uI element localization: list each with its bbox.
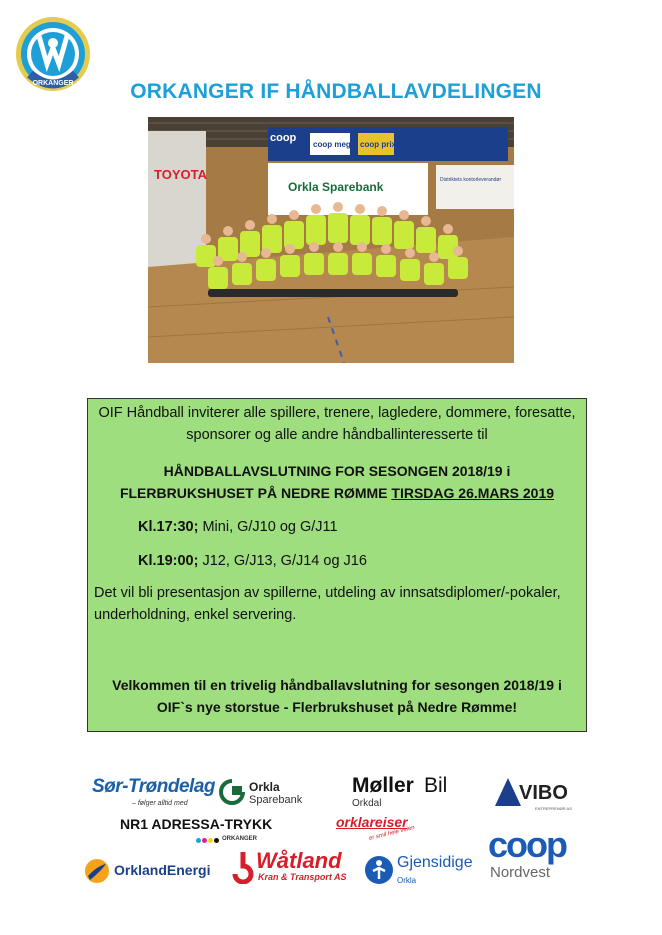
sponsor-orkland-energi — [84, 856, 224, 886]
vibo-sub: ENTREPRENØR AS — [535, 806, 572, 811]
nr1-dot-black — [214, 838, 219, 843]
welcome-message: Velkommen til en trivelig håndballavslutning for sesongen 2018/19 i OIF`s nye storstue - Flerbrukshuset på Nedre Rømme! — [112, 677, 562, 715]
sor-trondelag-name: Sør-Trøndelag — [92, 776, 215, 797]
sponsor-sor-trondelag — [92, 776, 215, 812]
moller-bil: Bil — [424, 774, 448, 797]
sponsor-gjensidige — [364, 852, 482, 888]
banner-orkla-sparebank: Orkla Sparebank — [288, 180, 384, 194]
banner-toyota: TOYOTA — [154, 167, 207, 182]
orkla-sparebank-sub: Sparebank — [249, 794, 303, 806]
time-slot-2 — [138, 550, 367, 572]
sponsor-moller-bil — [352, 774, 456, 810]
watland-sub: Kran & Transport AS — [258, 872, 347, 882]
orkland-energi-name: OrklandEnergi — [114, 862, 211, 878]
orklareiser-name: orklareiser — [336, 814, 408, 830]
page-title: ORKANGER IF HÅNDBALLAVDELINGEN — [130, 80, 542, 103]
banner-coop: coop — [270, 132, 297, 144]
sponsor-nr1-adressa — [120, 816, 280, 846]
vibo-triangle-icon — [495, 778, 521, 806]
nr1-dot-yellow — [208, 838, 213, 843]
gjensidige-sub: Orkla — [397, 876, 417, 885]
invitation-box — [87, 398, 587, 732]
invitation-intro: OIF Håndball inviterer alle spillere, trenere, lagledere, dommere, foresatte, sponsorer og alle andre håndballinteresserte til — [98, 405, 576, 443]
team-photo — [148, 117, 514, 363]
sor-trondelag-tagline: – følger alltid med — [132, 800, 188, 807]
event-venue: FLERBRUKSHUSET PÅ NEDRE RØMME — [119, 485, 392, 501]
orkla-sparebank-name: Orkla — [249, 780, 280, 794]
slot2-groups: J12, G/J13, G/J14 og J16 — [198, 553, 367, 569]
banner-kontor: Distriktets kontorleverandør — [440, 177, 502, 183]
slot1-time: Kl.17:30; — [138, 519, 199, 535]
moller-sub: Orkdal — [352, 798, 382, 809]
watland-hook-icon — [232, 850, 254, 884]
event-description: Det vil bli presentasjon av spillerne, utdeling av innsatsdiplomer/-pokaler, underholdning, enkel servering. — [94, 585, 561, 623]
logo-text: ORKANGER — [32, 80, 74, 87]
orkland-energi-icon — [84, 858, 110, 884]
time-slot-1 — [138, 516, 338, 538]
nr1-dots — [196, 838, 220, 843]
gjensidige-name: Gjensidige — [397, 854, 473, 871]
sponsor-coop — [488, 824, 584, 884]
orklareiser-tagline: er smil hele veien — [368, 824, 416, 842]
watland-name: Wåtland — [256, 848, 342, 873]
event-heading-line2 — [94, 482, 580, 504]
event-heading-line1: HÅNDBALLAVSLUTNING FOR SESONGEN 2018/19 i — [163, 463, 511, 479]
moller-name: Møller — [352, 774, 414, 797]
banner-coop-mega: coop mega — [313, 140, 356, 149]
orkla-sparebank-icon — [218, 778, 246, 806]
banner-coop-prix: coop prix — [360, 140, 397, 149]
sponsor-orklareiser — [336, 814, 436, 850]
coop-name: coop — [488, 824, 566, 865]
nr1-dot-cyan — [196, 838, 201, 843]
event-heading — [94, 460, 580, 504]
gjensidige-icon — [364, 854, 394, 886]
sponsor-vibo — [495, 778, 575, 812]
slot1-groups: Mini, G/J10 og G/J11 — [198, 519, 338, 535]
nr1-sub: ORKANGER — [222, 836, 258, 842]
coop-sub: Nordvest — [490, 864, 551, 881]
vibo-name: VIBO — [519, 782, 568, 804]
slot2-time: Kl.19:00; — [138, 553, 199, 569]
sponsor-orkla-sparebank — [218, 776, 318, 810]
club-logo — [14, 14, 92, 98]
event-date: TIRSDAG 26.MARS 2019 — [391, 485, 555, 501]
sponsor-watland — [232, 848, 352, 888]
nr1-dot-magenta — [202, 838, 207, 843]
nr1-name: NR1 ADRESSA-TRYKK — [120, 816, 273, 832]
